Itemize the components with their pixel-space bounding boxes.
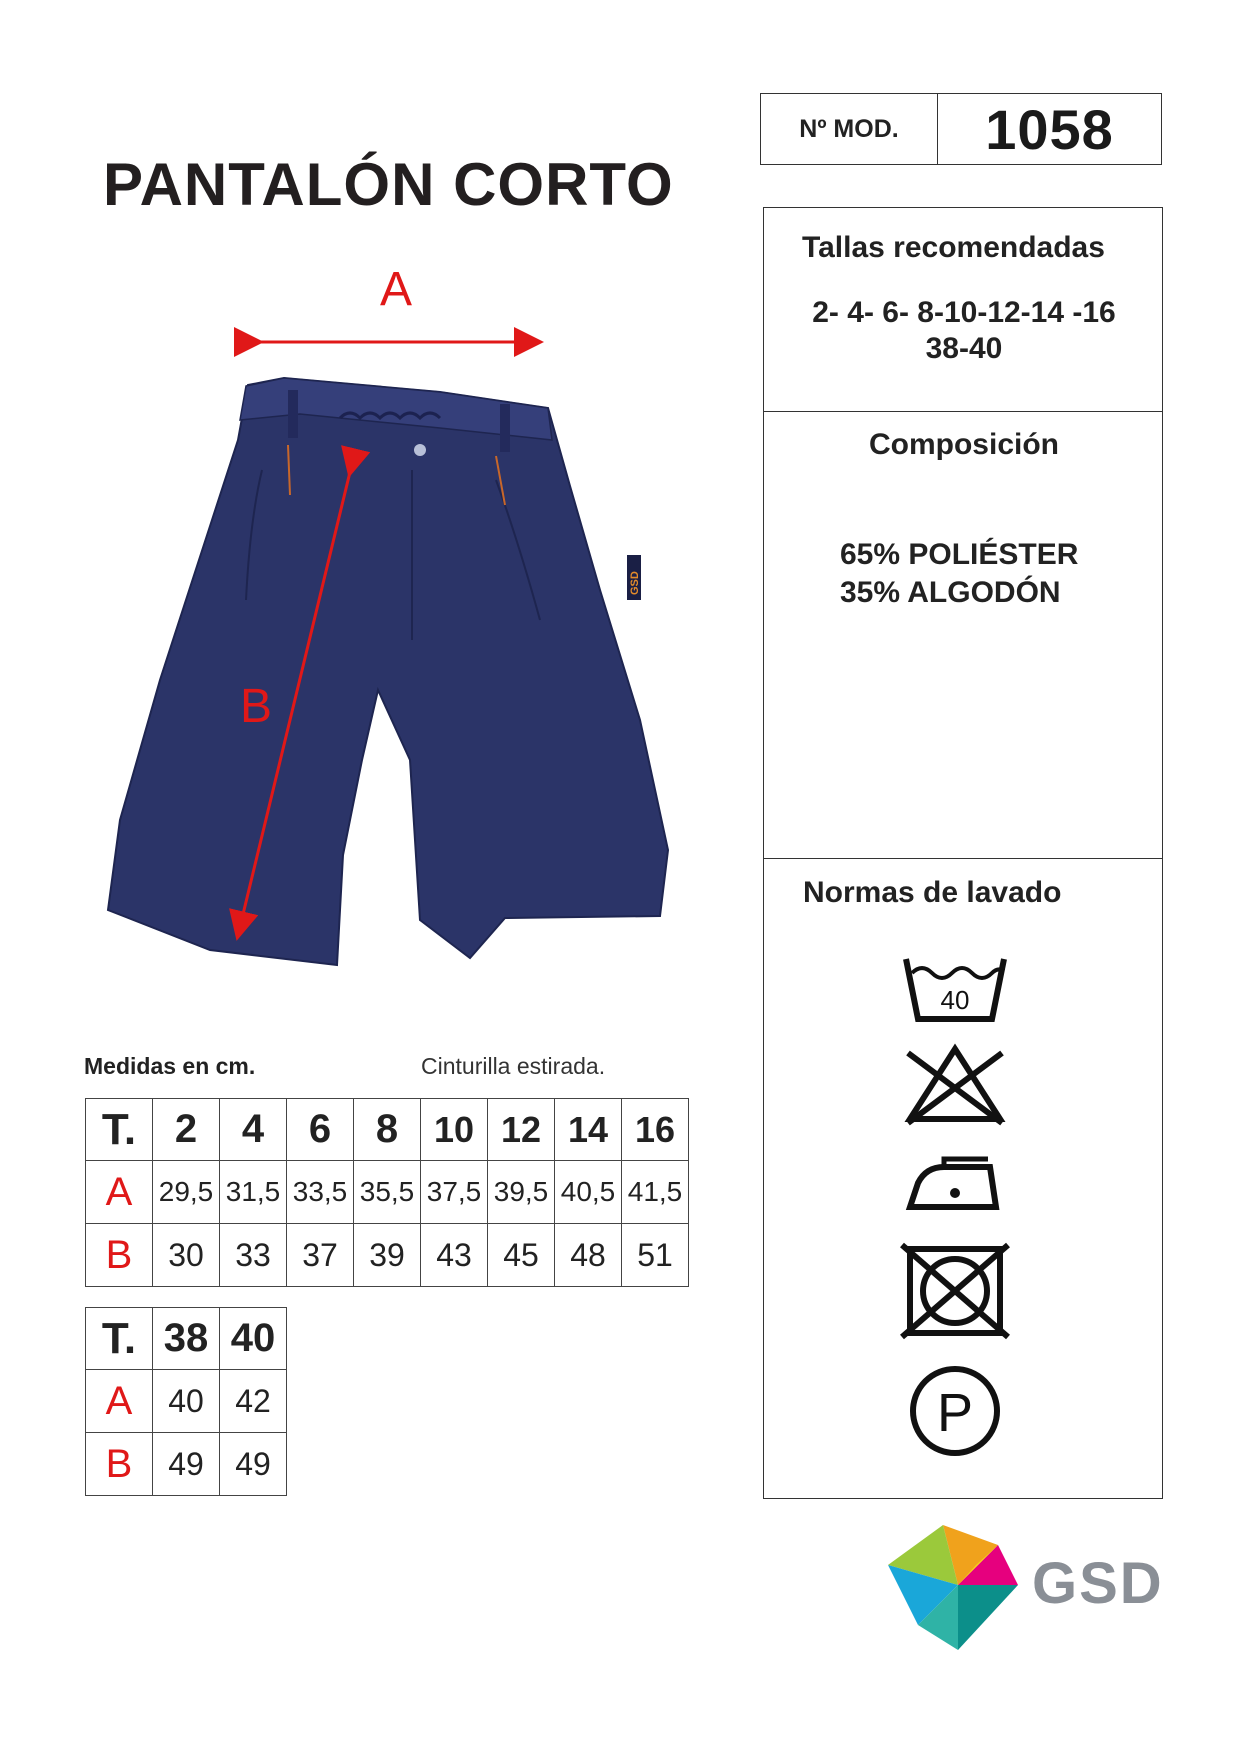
wash-temp-label: 40: [940, 985, 970, 1015]
recommended-sizes-list: 2- 4- 6- 8-10-12-14 -16: [812, 296, 1116, 329]
composition-section: [764, 412, 1162, 859]
washing-instructions-section: [764, 859, 1162, 1498]
size-cell: 2: [153, 1099, 220, 1161]
shorts-figure: [0, 0, 740, 1000]
dry-clean-p-icon: [913, 1369, 997, 1453]
measure-a-cell: 31,5: [220, 1161, 287, 1224]
iron-low-icon: [910, 1159, 996, 1207]
marker-a: [258, 263, 538, 342]
measure-b-cell: 39: [354, 1224, 421, 1287]
measurements-note: Cinturilla estirada.: [421, 1053, 606, 1079]
table-header-size: T.: [86, 1099, 153, 1161]
measure-a-cell: 35,5: [354, 1161, 421, 1224]
measure-a-cell: 37,5: [421, 1161, 488, 1224]
size-cell: 10: [421, 1099, 488, 1161]
measure-a-cell: 40,5: [555, 1161, 622, 1224]
size-cell: 6: [287, 1099, 354, 1161]
size-table-adult: [85, 1307, 287, 1496]
model-label: Nº MOD.: [761, 94, 938, 164]
size-cell: 38: [153, 1308, 220, 1370]
dry-clean-letter: P: [936, 1383, 974, 1443]
brand-logo-text: GSD: [1032, 1551, 1164, 1616]
measure-b-cell: 37: [287, 1224, 354, 1287]
marker-b-label: B: [239, 680, 273, 733]
measure-b-cell: 51: [622, 1224, 689, 1287]
info-panel: [763, 207, 1163, 1499]
brand-tag-label: GSD: [629, 571, 641, 595]
no-tumble-dry-icon: [902, 1245, 1008, 1337]
measure-a-cell: 29,5: [153, 1161, 220, 1224]
shorts-illustration: [108, 378, 668, 965]
table-header-size: T.: [86, 1308, 153, 1370]
size-cell: 40: [220, 1308, 287, 1370]
size-cell: 4: [220, 1099, 287, 1161]
measure-b-cell: 45: [488, 1224, 555, 1287]
measure-b-cell: 43: [421, 1224, 488, 1287]
washing-title: Normas de lavado: [803, 876, 1062, 909]
row-a-label: A: [86, 1370, 153, 1433]
size-table-children: [85, 1098, 689, 1287]
size-cell: 16: [622, 1099, 689, 1161]
composition-polyester: 65% POLIÉSTER: [840, 538, 1079, 571]
model-value: 1058: [985, 97, 1114, 161]
size-cell: 14: [555, 1099, 622, 1161]
measure-b-cell: 49: [220, 1433, 287, 1496]
composition-cotton: 35% ALGODÓN: [840, 576, 1061, 609]
recommended-sizes-title: Tallas recomendadas: [802, 231, 1105, 264]
measure-a-cell: 33,5: [287, 1161, 354, 1224]
wash-40-icon: [906, 959, 1004, 1019]
size-cell: 8: [354, 1099, 421, 1161]
measure-a-cell: 41,5: [622, 1161, 689, 1224]
care-symbols: [900, 953, 1010, 1493]
composition-title: Composición: [868, 428, 1059, 461]
row-b-label: B: [86, 1224, 153, 1287]
measure-b-cell: 49: [153, 1433, 220, 1496]
measure-a-cell: 42: [220, 1370, 287, 1433]
measure-a-cell: 39,5: [488, 1161, 555, 1224]
page-title: PANTALÓN CORTO: [103, 151, 674, 218]
measure-b-cell: 48: [555, 1224, 622, 1287]
measure-a-cell: 40: [153, 1370, 220, 1433]
measure-b-cell: 30: [153, 1224, 220, 1287]
row-b-label: B: [86, 1433, 153, 1496]
marker-a-label: A: [379, 263, 413, 316]
size-cell: 12: [488, 1099, 555, 1161]
brand-logo-mark: [888, 1525, 1028, 1651]
recommended-sizes-section: [764, 208, 1162, 412]
row-a-label: A: [86, 1161, 153, 1224]
model-number-box: [760, 93, 1162, 165]
no-bleach-icon: [908, 1049, 1002, 1123]
measure-b-cell: 33: [220, 1224, 287, 1287]
measurements-label: Medidas en cm.: [84, 1053, 256, 1079]
recommended-sizes-adult: 38-40: [925, 332, 1003, 365]
